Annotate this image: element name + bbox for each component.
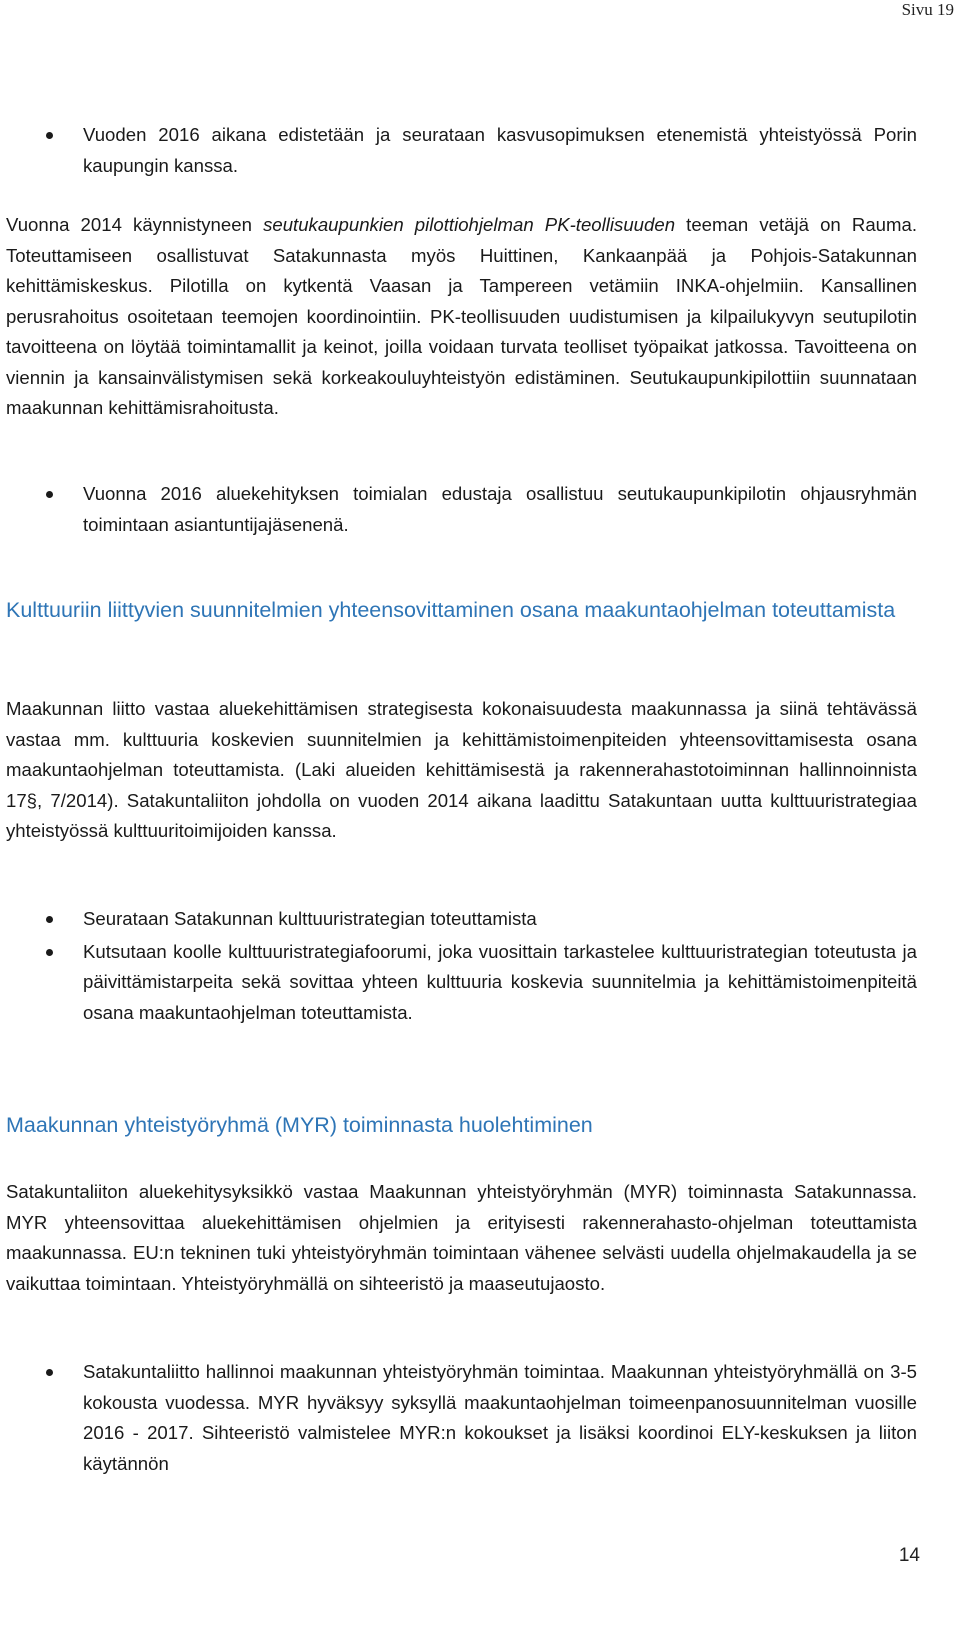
emphasis-text: PK-teollisuuden bbox=[544, 214, 676, 235]
list-item-text: Seurataan Satakunnan kulttuuristrategian toteuttamista bbox=[83, 908, 537, 929]
list-item-text: Kutsutaan koolle kulttuuristrategiafoorumi, joka vuosittain tarkastelee kulttuuristrategian toteutusta ja päivittämistarpeita sekä sovittaa yhteen kulttuuria koskevia suunnitelmia ja kehittämistoimenpiteitä osana maakuntaohjelman toteuttamista. bbox=[83, 940, 917, 1023]
list-item-text: Vuonna 2016 aluekehityksen toimialan edustaja osallistuu seutukaupunkipilotin ohjausryhmän toimintaan asiantuntijajäsenenä. bbox=[83, 483, 917, 535]
list-item bbox=[38, 1357, 917, 1479]
page-number: 14 bbox=[898, 1545, 920, 1566]
bullet-list bbox=[38, 479, 917, 540]
bullet-list bbox=[38, 1357, 917, 1479]
bullet-icon bbox=[46, 949, 53, 956]
list-item bbox=[38, 479, 917, 540]
emphasis-text: seutukaupunkien pilottiohjelman bbox=[263, 214, 534, 235]
paragraph-text: teeman vetäjä on Rauma. Toteuttamiseen osallistuvat Satakunnasta myös Huittinen, Kankaanpää ja Pohjois-Satakunnan kehittämiskeskus. Pilotilla on kytkentä Vaasan ja Tampereen vetämiin INKA-ohjelmiin. Kansallinen perusrahoitus osoitetaan teemojen koordinointiin. PK-teollisuuden uudistumisen ja kilpailukyvyn seutupilotin tavoitteena on löytää toimintamallit ja keinot, joilla voidaan turvata teolliset työpaikat jatkossa. Tavoitteena on viennin ja kansainvälistymisen sekä korkeakouluyhteistyön edistäminen. Seutukaupunkipilottiin suunnataan maakunnan kehittämisrahoitusta. bbox=[6, 214, 918, 418]
list-item bbox=[38, 120, 917, 181]
list-item-text: Satakuntaliitto hallinnoi maakunnan yhteistyöryhmän toimintaa. Maakunnan yhteistyöryhmällä on 3-5 kokousta vuodessa. MYR hyväksyy syksyllä maakuntaohjelman toimeenpanosuunnitelman vuosille 2016 - 2017. Sihteeristö valmistelee MYR:n kokoukset ja lisäksi koordinoi ELY-keskuksen ja liiton käytännön bbox=[83, 1361, 917, 1474]
paragraph-text: Vuonna 2014 käynnistyneen bbox=[6, 214, 264, 235]
paragraph-text bbox=[534, 214, 545, 235]
bullet-list bbox=[38, 904, 917, 1028]
paragraph: Maakunnan liitto vastaa aluekehittämisen strategisesta kokonaisuudesta maakunnassa ja siinä tehtävässä vastaa mm. kulttuuria koskevien suunnitelmien ja kehittämistoimenpiteiden yhteensovittamisesta osana maakuntaohjelman toteuttamista. (Laki alueiden kehittämisestä ja rakennerahastotoiminnan hallinnoinnista 17§, 7/2014). Satakuntaliiton johdolla on vuoden 2014 aikana laadittu Satakuntaan uutta kulttuuristrategiaa yhteistyössä kulttuuritoimijoiden kanssa. bbox=[6, 698, 917, 841]
bullet-icon bbox=[46, 1369, 53, 1376]
section-heading: Maakunnan yhteistyöryhmä (MYR) toiminnasta huolehtiminen bbox=[6, 1113, 593, 1137]
list-item bbox=[38, 937, 917, 1029]
paragraph: Satakuntaliiton aluekehitysyksikkö vastaa Maakunnan yhteistyöryhmän (MYR) toiminnasta Satakunnassa. MYR yhteensovittaa aluekehittämisen ohjelmien ja erityisesti rakennerahasto-ohjelman toteuttamista maakunnassa. EU:n tekninen tuki yhteistyöryhmän toimintaan vähenee selvästi uudella ohjelmakaudella ja se vaikuttaa toimintaan. Yhteistyöryhmällä on sihteeristö ja maaseutujaosto. bbox=[6, 1181, 917, 1294]
list-item bbox=[38, 904, 917, 935]
bullet-icon bbox=[46, 132, 53, 139]
section-heading: Kulttuuriin liittyvien suunnitelmien yhteensovittaminen osana maakuntaohjelman toteuttamista bbox=[6, 598, 896, 622]
bullet-icon bbox=[46, 491, 53, 498]
list-item-text: Vuoden 2016 aikana edistetään ja seurataan kasvusopimuksen etenemistä yhteistyössä Porin kaupungin kanssa. bbox=[83, 124, 917, 176]
bullet-list bbox=[38, 120, 917, 181]
page-label: Sivu 19 bbox=[901, 0, 954, 19]
bullet-icon bbox=[46, 916, 53, 923]
paragraph bbox=[6, 210, 917, 424]
